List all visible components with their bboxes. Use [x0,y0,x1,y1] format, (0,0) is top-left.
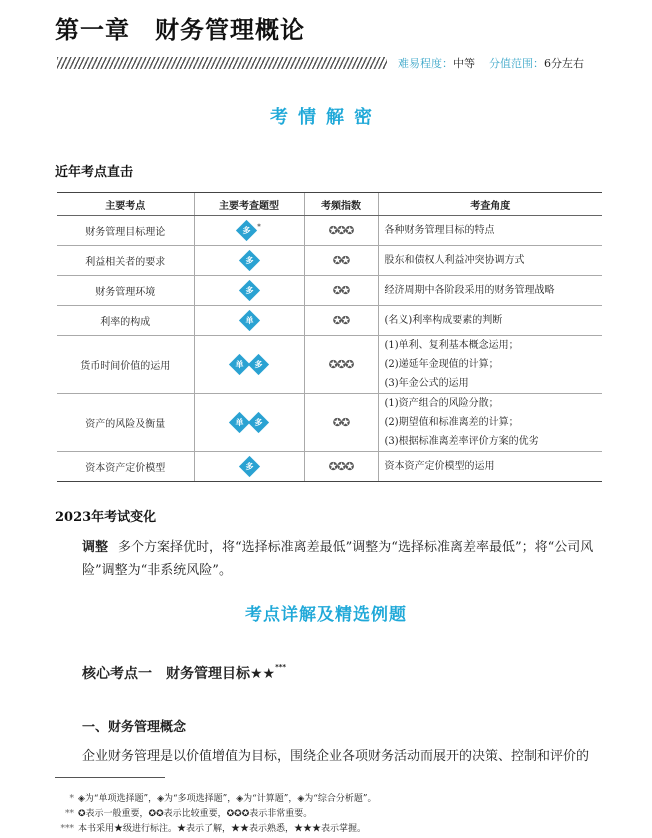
decorative-stripe [57,57,387,69]
footnote-text: ✪表示一般重要，✪✪表示比较重要，✪✪✪表示非常重要。 [78,809,313,819]
section-title-exam-analysis: 考情解密 [270,107,382,128]
change-text: 多个方案择优时，将“选择标准离差最低”调整为“选择标准离差率最低”；将“公司风险”调整为“非系统风险”。 [82,540,594,578]
frequency-stars-icon: ✪✪ [332,254,350,267]
angle-line: (1)资产组合的风险分散； [384,398,499,409]
question-type-cell [194,452,304,482]
topic-cell: 财务管理环境 [57,276,194,306]
score-value: 6分左右 [544,57,584,70]
frequency-cell [304,394,378,452]
footnote-mark: ** [65,809,74,819]
question-type-cell [194,246,304,276]
chapter-title: 第一章 财务管理概论 [55,16,305,44]
question-type-label: 多 [245,285,253,295]
body-paragraph: 企业财务管理是以价值增值为目标，围绕企业各项财务活动而展开的决策、控制和评价的 [82,749,590,764]
question-type-label: 多 [242,225,251,235]
table-row [57,306,602,336]
question-type-label: 多 [254,359,263,369]
angle-line: (名义)利率构成要素的判断 [384,315,503,326]
table-header-cell: 考频指数 [304,193,378,216]
angle-line: 经济周期中各阶段采用的财务管理战略 [384,285,555,296]
section-title-details: 考点详解及精选例题 [245,605,407,625]
question-type-label: 多 [254,417,263,427]
angle-line: (3)年金公式的运用 [384,378,469,389]
frequency-cell [304,336,378,394]
angle-line: (2)递延年金现值的计算； [384,359,499,370]
table-header-cell: 主要考查题型 [194,193,304,216]
score-label: 分值范围： [489,57,544,70]
question-type-cell [194,216,304,246]
angle-cell [378,306,602,336]
difficulty-label: 难易程度： [398,57,453,70]
question-type-cell [194,336,304,394]
question-type-label: 多 [245,255,253,265]
core-topic-footnote-mark: *** [275,663,287,671]
topic-cell: 资产的风险及衡量 [57,394,194,452]
frequency-stars-icon: ✪✪✪ [328,224,354,237]
question-type-cell [194,276,304,306]
footnote-mark: * [69,794,74,804]
angle-cell [378,246,602,276]
footnote-divider [55,777,165,778]
footnote [52,791,377,804]
topic-cell: 利率的构成 [57,306,194,336]
question-type-badge [238,456,259,477]
table-row [57,452,602,482]
angle-line: 各种财务管理目标的特点 [384,225,495,236]
topic-cell: 货币时间价值的运用 [57,336,194,394]
exam-change-heading: 2023年考试变化 [55,510,157,525]
footnote-text: 本书采用★级进行标注。★表示了解，★★表示熟悉，★★★表示掌握。 [78,824,367,834]
angle-line: (1)单利、复利基本概念运用； [384,340,519,351]
table-header-cell: 考查角度 [378,193,602,216]
question-type-badge [248,354,269,375]
footnote [52,806,312,819]
difficulty-value: 中等 [453,57,475,70]
core-topic-title: 核心考点一 财务管理目标★★ [82,666,276,682]
question-type-label: 多 [245,461,253,471]
question-type-cell [194,306,304,336]
table-header-row [57,193,602,216]
chapter-meta [398,55,584,71]
frequency-stars-icon: ✪✪ [332,416,350,429]
frequency-stars-icon: ✪✪ [332,284,350,297]
exam-change-block [82,536,607,582]
angle-line: (3)根据标准离差率评价方案的优劣 [384,436,539,447]
question-type-badge [236,220,257,241]
table-row [57,246,602,276]
topic-cell: 利益相关者的要求 [57,246,194,276]
footnote-mark: *** [60,824,74,834]
change-tag: 调整 [82,540,109,555]
angle-cell [378,394,602,452]
frequency-cell [304,246,378,276]
core-topic-heading [82,663,286,683]
angle-line: (2)期望值和标准离差的计算； [384,417,519,428]
angle-cell [378,276,602,306]
frequency-cell [304,276,378,306]
footnote-text: ◈为“单项选择题”，◈为“多项选择题”，◈为“计算题”，◈为“综合分析题”。 [78,794,377,804]
question-type-cell [194,394,304,452]
frequency-stars-icon: ✪✪✪ [328,460,354,473]
exam-topics-table [57,192,602,482]
angle-line: 资本资产定价模型的运用 [384,461,495,472]
topic-cell: 财务管理目标理论 [57,216,194,246]
topic-cell: 资本资产定价模型 [57,452,194,482]
frequency-stars-icon: ✪✪ [332,314,350,327]
angle-line: 股东和债权人利益冲突协调方式 [384,255,525,266]
frequency-cell [304,306,378,336]
table-header-cell: 主要考点 [57,193,194,216]
footnote [52,821,366,834]
question-type-label: 单 [235,417,244,427]
footnote-ref: * [257,223,261,231]
angle-cell [378,216,602,246]
concept-heading: 一、财务管理概念 [82,720,187,735]
question-type-badge [238,310,259,331]
question-type-badge [238,280,259,301]
recent-topics-heading: 近年考点直击 [55,165,134,180]
table-row [57,216,602,246]
frequency-cell [304,216,378,246]
angle-cell [378,336,602,394]
frequency-cell [304,452,378,482]
table-row [57,276,602,306]
table-row [57,336,602,394]
question-type-label: 单 [235,359,244,369]
table-row [57,394,602,452]
question-type-badge [248,412,269,433]
angle-cell [378,452,602,482]
question-type-label: 单 [245,315,253,325]
frequency-stars-icon: ✪✪✪ [328,358,354,371]
question-type-badge [238,250,259,271]
